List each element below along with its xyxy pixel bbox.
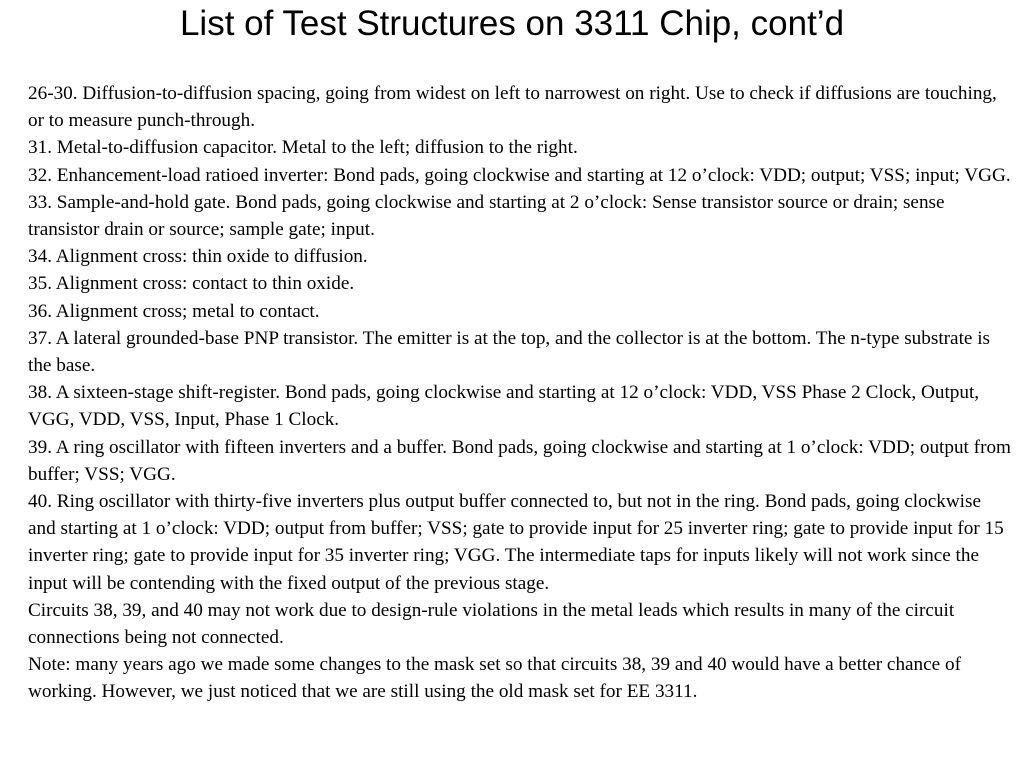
item-37: 37. A lateral grounded-base PNP transistor. The emitter is at the top, and the collector is at the bottom. The n-type substrate is the base. [28, 327, 991, 377]
item-33: 33. Sample-and-hold gate. Bond pads, going clockwise and starting at 2 o’clock: Sense transistor source or drain; sense transistor drain or source; sample gate; input. [28, 191, 945, 241]
slide-title: List of Test Structures on 3311 Chip, cont’d [179, 4, 845, 43]
item-36: 36. Alignment cross; metal to contact. [28, 300, 320, 322]
item-32: 32. Enhancement-load ratioed inverter: Bond pads, going clockwise and starting at 12 o’clock: VDD; output; VSS; input; VGG. [28, 164, 1011, 186]
item-38: 38. A sixteen-stage shift-register. Bond pads, going clockwise and starting at 12 o’clock: VDD, VSS Phase 2 Clock, Output, VGG, VDD, VSS, Input, Phase 1 Clock. [28, 382, 980, 431]
item-35: 35. Alignment cross: contact to thin oxide. [28, 273, 355, 295]
item-26-30: 26-30. Diffusion-to-diffusion spacing, going from widest on left to narrowest on right. Use to check if diffusions are touching, or to measure punch-through. [28, 83, 997, 132]
item-31: 31. Metal-to-diffusion capacitor. Metal to the left; diffusion to the right. [28, 137, 578, 159]
item-39: 39. A ring oscillator with fifteen inverters and a buffer. Bond pads, going clockwise and starting at 1 o’clock: VDD; output from buffer; VSS; VGG. [28, 436, 1011, 485]
slide-body [28, 80, 1012, 706]
item-40: 40. Ring oscillator with thirty-five inverters plus output buffer connected to, but not in the ring. Bond pads, going clockwise and starting at 1 o’clock: VDD; output from buffer; VSS; gate to provide input for 25 inverter ring; gate to provide input for 15 inverter ring; gate to provide input for 35 inverter ring; VGG. The intermediate taps for inputs likely will not work since the input will be contending with the fixed output of the previous stage. [28, 491, 1004, 594]
mask-set-note: Note: many years ago we made some changes to the mask set so that circuits 38, 39 and 40 would have a better chance of working. However, we just noticed that we are still using the old mask set for EE 3311. [28, 654, 961, 703]
circuits-note: Circuits 38, 39, and 40 may not work due to design-rule violations in the metal leads which results in many of the circuit connections being not connected. [28, 599, 955, 649]
item-34: 34. Alignment cross: thin oxide to diffusion. [28, 246, 368, 268]
